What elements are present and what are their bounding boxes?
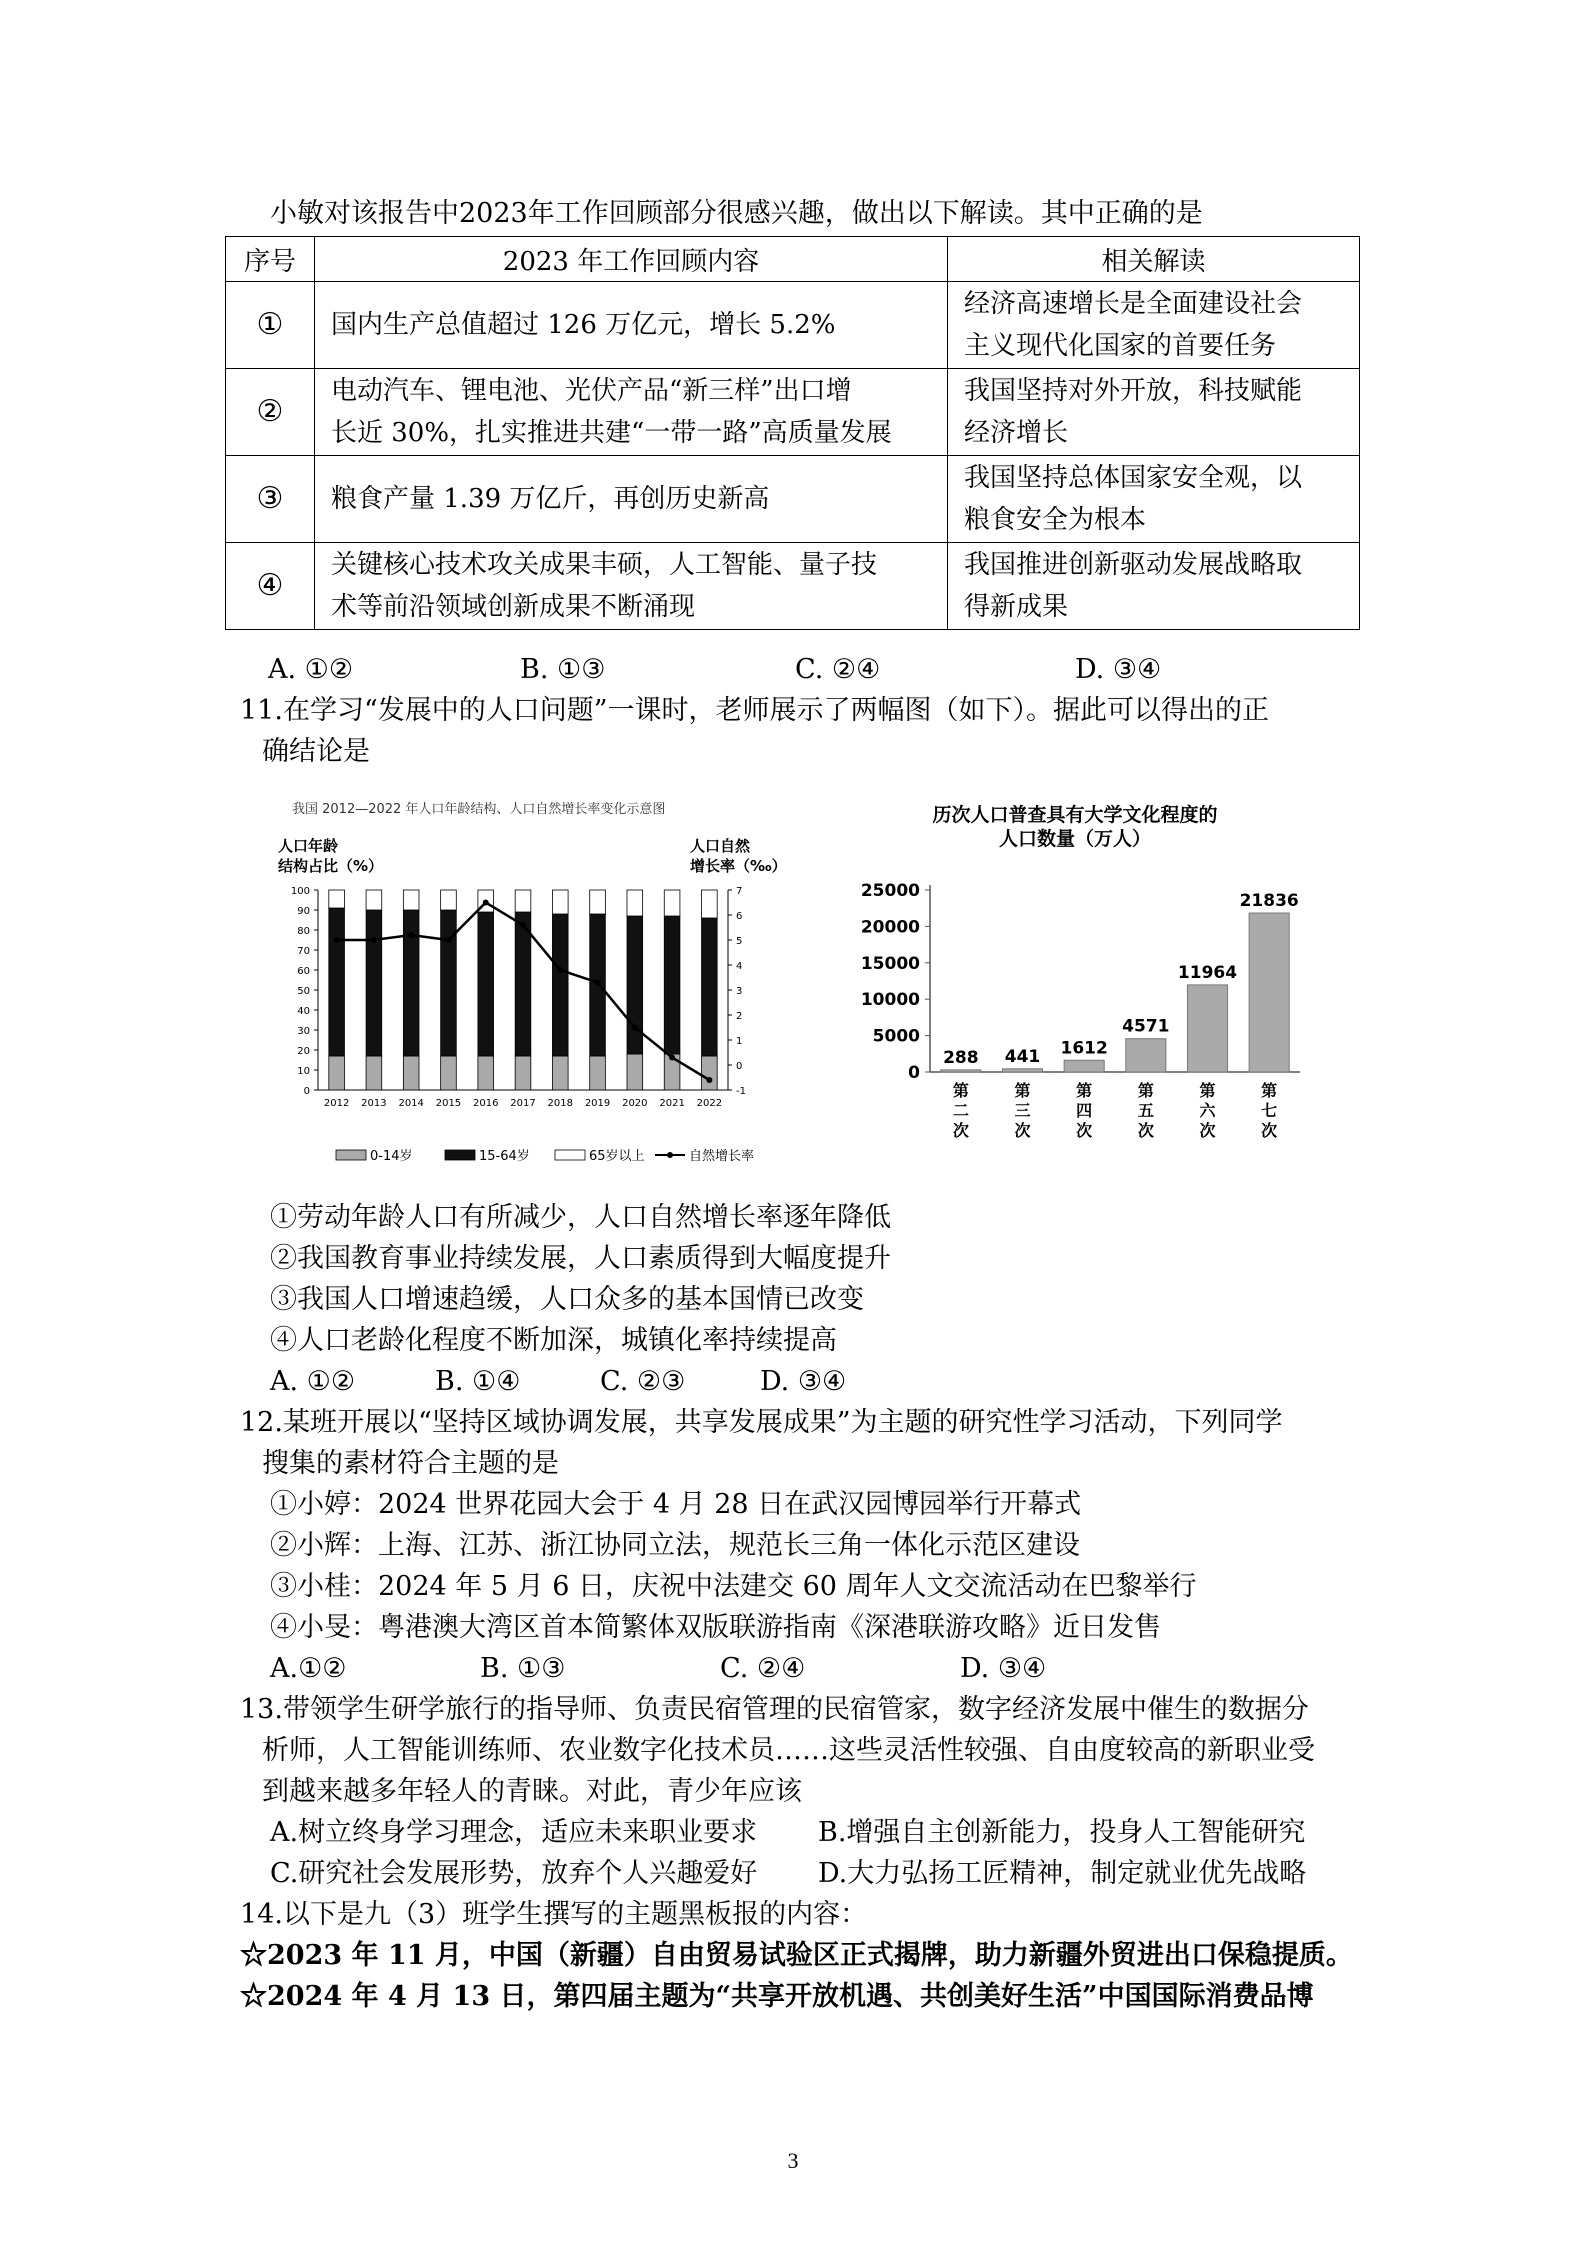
university-population-chart xyxy=(860,795,1320,1145)
chart1-growth-point xyxy=(408,932,414,938)
chart2-x-tick-label: 次 xyxy=(1137,1121,1154,1140)
chart2-bar xyxy=(1249,913,1289,1072)
q11-stem-line2: 确结论是 xyxy=(262,736,370,767)
chart1-bar-segment xyxy=(478,912,494,1056)
q13-stem-line1: 13.带领学生研学旅行的指导师、负责民宿管理的民宿管家，数字经济发展中催生的数据分 xyxy=(240,1694,1309,1725)
q12-stem-line2: 搜集的素材符合主题的是 xyxy=(262,1448,559,1479)
chart1-growth-point xyxy=(669,1055,675,1061)
col-header-interp: 相关解读 xyxy=(948,237,1360,282)
q14-item-2: ☆2024 年 4 月 13 日，第四届主题为“共享开放机遇、共创美好生活”中国国际消费品博 xyxy=(240,1981,1314,2012)
chart1-bar-segment xyxy=(627,890,643,916)
q13-stem-line2: 析师，人工智能训练师、农业数字化技术员……这些灵活性较强、自由度较高的新职业受 xyxy=(262,1735,1315,1766)
q13-option-c: C.研究社会发展形势，放弃个人兴趣爱好 xyxy=(270,1858,758,1889)
q11-option-c: C. ②③ xyxy=(600,1366,686,1397)
chart2-y-tick-label: 20000 xyxy=(860,917,920,938)
legend-65plus: 65岁以上 xyxy=(589,1149,645,1164)
chart1-bar-segment xyxy=(366,910,382,1056)
chart1-x-tick-label: 2014 xyxy=(398,1098,424,1109)
chart2-x-tick-label: 第 xyxy=(1076,1081,1093,1100)
chart2-title-1: 历次人口普查具有大学文化程度的 xyxy=(932,804,1218,826)
row-interp: 经济高速增长是全面建设社会 主义现代化国家的首要任务 xyxy=(948,282,1360,369)
chart2-y-tick-label: 5000 xyxy=(872,1026,920,1047)
chart2-data-label: 288 xyxy=(943,1047,979,1068)
chart1-growth-point xyxy=(557,967,563,973)
chart1-bar-segment xyxy=(441,1056,457,1090)
chart2-x-tick-label: 第 xyxy=(952,1081,969,1100)
q13-option-b: B.增强自主创新能力，投身人工智能研究 xyxy=(818,1817,1306,1848)
chart1-bar-segment xyxy=(590,1056,606,1090)
q11-statement-1: ①劳动年龄人口有所减少，人口自然增长率逐年降低 xyxy=(270,1202,891,1233)
chart2-data-label: 11964 xyxy=(1177,962,1238,983)
chart1-x-tick-label: 2017 xyxy=(510,1098,536,1109)
q11-stem-line1: 11.在学习“发展中的人口问题”一课时，老师展示了两幅图（如下）。据此可以得出的正 xyxy=(240,695,1270,726)
chart1-growth-point xyxy=(445,937,451,943)
legend-0-14: 0-14岁 xyxy=(370,1149,413,1164)
row-interp: 我国坚持总体国家安全观，以 粮食安全为根本 xyxy=(948,456,1360,543)
chart1-y-tick-label: 20 xyxy=(297,1046,310,1057)
q12-option-a: A.①② xyxy=(270,1653,347,1684)
chart2-bar xyxy=(941,1070,981,1072)
chart1-y2-tick-label: 1 xyxy=(736,1036,743,1047)
chart2-x-tick-label: 六 xyxy=(1199,1101,1216,1120)
chart2-bar xyxy=(1187,985,1227,1072)
chart1-y-tick-label: 60 xyxy=(297,966,310,977)
legend-growth: 自然增长率 xyxy=(689,1149,755,1164)
chart1-ylabel-2: 结构占比（%） xyxy=(278,857,384,875)
chart1-y-tick-label: 0 xyxy=(303,1086,310,1097)
chart1-y-tick-label: 50 xyxy=(297,986,310,997)
q11-statement-4: ④人口老龄化程度不断加深，城镇化率持续提高 xyxy=(270,1325,837,1356)
age-structure-chart xyxy=(270,795,820,1175)
table-row xyxy=(226,543,1360,630)
chart1-y2-tick-label: 5 xyxy=(736,936,743,947)
chart1-x-tick-label: 2016 xyxy=(473,1098,499,1109)
chart1-y2-tick-label: 4 xyxy=(736,961,743,972)
chart1-bar-segment xyxy=(702,1056,718,1090)
chart2-y-tick-label: 0 xyxy=(908,1063,920,1083)
chart1-y-tick-label: 30 xyxy=(297,1026,310,1037)
chart1-bar-segment xyxy=(552,890,568,914)
chart2-data-label: 1612 xyxy=(1060,1038,1108,1059)
chart2-y-tick-label: 15000 xyxy=(860,953,920,974)
chart1-x-tick-label: 2018 xyxy=(547,1098,573,1109)
chart2-x-tick-label: 次 xyxy=(1261,1121,1278,1140)
chart2-x-tick-label: 七 xyxy=(1261,1101,1278,1120)
q11-option-d: D. ③④ xyxy=(760,1366,847,1397)
chart2-x-tick-label: 二 xyxy=(952,1101,969,1120)
chart2-bar xyxy=(1064,1060,1104,1072)
q11-option-b: B. ①④ xyxy=(435,1366,521,1397)
q12-option-b: B. ①③ xyxy=(480,1653,566,1684)
chart1-y2-tick-label: 2 xyxy=(736,1011,743,1022)
q12-statement-2: ②小辉：上海、江苏、浙江协同立法，规范长三角一体化示范区建设 xyxy=(270,1530,1080,1561)
chart2-x-tick-label: 四 xyxy=(1076,1101,1093,1120)
chart1-bar-segment xyxy=(515,1056,531,1090)
chart2-x-tick-label: 次 xyxy=(1014,1121,1031,1140)
q13-option-d: D.大力弘扬工匠精神，制定就业优先战略 xyxy=(818,1858,1307,1889)
q12-stem-line1: 12.某班开展以“坚持区域协调发展，共享发展成果”为主题的研究性学习活动，下列同学 xyxy=(240,1407,1283,1438)
chart1-y2label-1: 人口自然 xyxy=(690,837,751,855)
chart1-growth-point xyxy=(371,937,377,943)
chart1-bar-segment xyxy=(366,1056,382,1090)
chart1-legend xyxy=(336,1148,754,1164)
chart1-x-tick-label: 2012 xyxy=(323,1098,350,1109)
chart1-x-tick-label: 2015 xyxy=(435,1098,462,1109)
chart1-y-tick-label: 10 xyxy=(297,1066,310,1077)
col-header-num: 序号 xyxy=(226,237,315,282)
table-row xyxy=(226,369,1360,456)
work-review-table xyxy=(225,236,1360,630)
col-header-content: 2023 年工作回顾内容 xyxy=(315,237,948,282)
chart2-y-tick-label: 25000 xyxy=(860,881,920,901)
chart1-bar-segment xyxy=(702,918,718,1056)
chart1-y2-tick-label: -1 xyxy=(736,1086,746,1097)
q12-statement-4: ④小旻：粤港澳大湾区首本简繁体双版联游指南《深港联游攻略》近日发售 xyxy=(270,1612,1161,1643)
chart1-growth-point xyxy=(520,922,526,928)
q12-statement-1: ①小婷：2024 世界花园大会于 4 月 28 日在武汉园博园举行开幕式 xyxy=(270,1489,1082,1520)
chart1-bar-segment xyxy=(664,890,680,916)
q11-option-a: A. ①② xyxy=(270,1366,356,1397)
row-content: 国内生产总值超过 126 万亿元，增长 5.2% xyxy=(315,282,948,369)
legend-15-64: 15-64岁 xyxy=(479,1149,530,1164)
chart2-x-tick-label: 次 xyxy=(1199,1121,1216,1140)
chart1-x-tick-label: 2013 xyxy=(361,1098,387,1109)
q13-option-a: A.树立终身学习理念，适应未来职业要求 xyxy=(270,1817,758,1848)
chart1-y2-tick-label: 3 xyxy=(736,986,743,997)
chart1-y-tick-label: 70 xyxy=(297,946,310,957)
chart1-bar-segment xyxy=(702,890,718,918)
row-content: 电动汽车、锂电池、光伏产品“新三样”出口增 长近 30%，扎实推进共建“一带一路”高质量发展 xyxy=(315,369,948,456)
chart1-bar-segment xyxy=(366,890,382,910)
chart1-bar-segment xyxy=(664,916,680,1054)
chart2-bar xyxy=(1126,1039,1166,1072)
chart1-y-tick-label: 100 xyxy=(290,886,310,897)
chart1-x-tick-label: 2021 xyxy=(659,1098,685,1109)
row-content: 关键核心技术攻关成果丰硕，人工智能、量子技 术等前沿领域创新成果不断涌现 xyxy=(315,543,948,630)
row-content: 粮食产量 1.39 万亿斤，再创历史新高 xyxy=(315,456,948,543)
chart2-x-tick-label: 第 xyxy=(1199,1081,1216,1100)
chart1-y2-tick-label: 6 xyxy=(736,911,743,922)
chart1-bar-segment xyxy=(441,890,457,910)
q10-option-d: D. ③④ xyxy=(1075,654,1162,685)
chart1-bar-segment xyxy=(441,910,457,1056)
chart1-bar-segment xyxy=(403,1056,419,1090)
chart2-bar xyxy=(1002,1069,1042,1072)
chart1-bar-segment xyxy=(403,910,419,1056)
chart1-bar-segment xyxy=(590,890,606,914)
chart1-bar-segment xyxy=(329,1056,345,1090)
chart1-title: 我国 2012—2022 年人口年龄结构、人口自然增长率变化示意图 xyxy=(292,802,666,817)
table-row xyxy=(226,282,1360,369)
row-num: ② xyxy=(226,369,315,456)
row-interp: 我国坚持对外开放，科技赋能 经济增长 xyxy=(948,369,1360,456)
chart1-y-tick-label: 90 xyxy=(297,906,310,917)
chart1-bar-segment xyxy=(552,914,568,1056)
q12-option-d: D. ③④ xyxy=(960,1653,1047,1684)
chart1-y2-tick-label: 7 xyxy=(736,886,743,897)
q10-option-c: C. ②④ xyxy=(795,654,881,685)
q11-statement-2: ②我国教育事业持续发展，人口素质得到大幅度提升 xyxy=(270,1243,891,1274)
chart1-growth-point xyxy=(483,900,489,906)
chart1-bar-segment xyxy=(627,1054,643,1090)
chart2-title-2: 人口数量（万人） xyxy=(998,828,1152,850)
chart1-bar-segment xyxy=(478,1056,494,1090)
chart2-x-tick-label: 第 xyxy=(1014,1081,1031,1100)
chart2-x-tick-label: 第 xyxy=(1261,1081,1278,1100)
q13-stem-line3: 到越来越多年轻人的青睐。对此，青少年应该 xyxy=(262,1776,802,1807)
chart1-y2label-2: 增长率（‰） xyxy=(690,857,787,875)
chart2-x-tick-label: 五 xyxy=(1137,1101,1154,1120)
chart2-x-tick-label: 次 xyxy=(1076,1121,1093,1140)
q10-option-b: B. ①③ xyxy=(520,654,606,685)
chart1-bar-segment xyxy=(552,1056,568,1090)
chart1-y-tick-label: 80 xyxy=(297,926,310,937)
row-num: ④ xyxy=(226,543,315,630)
chart1-bar-segment xyxy=(403,890,419,910)
q14-item-1: ☆2023 年 11 月，中国（新疆）自由贸易试验区正式揭牌，助力新疆外贸进出口保稳提质。 xyxy=(240,1940,1353,1971)
row-interp: 我国推进创新驱动发展战略取 得新成果 xyxy=(948,543,1360,630)
row-num: ① xyxy=(226,282,315,369)
chart1-growth-point xyxy=(334,937,340,943)
page-number: 3 xyxy=(787,2148,799,2173)
q11-statement-3: ③我国人口增速趋缓，人口众多的基本国情已改变 xyxy=(270,1284,864,1315)
table-row xyxy=(226,456,1360,543)
chart1-x-tick-label: 2020 xyxy=(622,1098,648,1109)
row-num: ③ xyxy=(226,456,315,543)
chart1-x-tick-label: 2019 xyxy=(584,1098,611,1109)
chart2-data-label: 441 xyxy=(1004,1046,1041,1067)
chart1-x-tick-label: 2022 xyxy=(696,1098,723,1109)
chart2-data-label: 4571 xyxy=(1122,1016,1170,1037)
chart1-growth-point xyxy=(632,1025,638,1031)
q12-option-c: C. ②④ xyxy=(720,1653,806,1684)
chart2-x-tick-label: 次 xyxy=(952,1121,969,1140)
chart1-ylabel-1: 人口年龄 xyxy=(278,837,339,855)
chart1-bar-segment xyxy=(329,908,345,1056)
chart1-y2-tick-label: 0 xyxy=(736,1061,743,1072)
chart1-bar-segment xyxy=(329,890,345,908)
chart2-x-tick-label: 第 xyxy=(1137,1081,1154,1100)
chart2-x-tick-label: 三 xyxy=(1014,1101,1031,1120)
chart1-y-tick-label: 40 xyxy=(297,1006,310,1017)
chart1-growth-point xyxy=(706,1077,712,1083)
q10-option-a: A. ①② xyxy=(268,654,354,685)
q10-intro: 小敏对该报告中2023年工作回顾部分很感兴趣，做出以下解读。其中正确的是 xyxy=(270,198,1203,229)
chart1-bar-segment xyxy=(515,890,531,912)
q12-statement-3: ③小桂：2024 年 5 月 6 日，庆祝中法建交 60 周年人文交流活动在巴黎举行 xyxy=(270,1571,1197,1602)
chart1-bar-segment xyxy=(515,912,531,1056)
chart2-y-tick-label: 10000 xyxy=(860,990,920,1011)
table-header-row xyxy=(226,237,1360,282)
q14-stem: 14.以下是九（3）班学生撰写的主题黑板报的内容： xyxy=(240,1899,868,1930)
chart2-data-label: 21836 xyxy=(1239,891,1299,912)
chart1-growth-point xyxy=(595,980,601,986)
